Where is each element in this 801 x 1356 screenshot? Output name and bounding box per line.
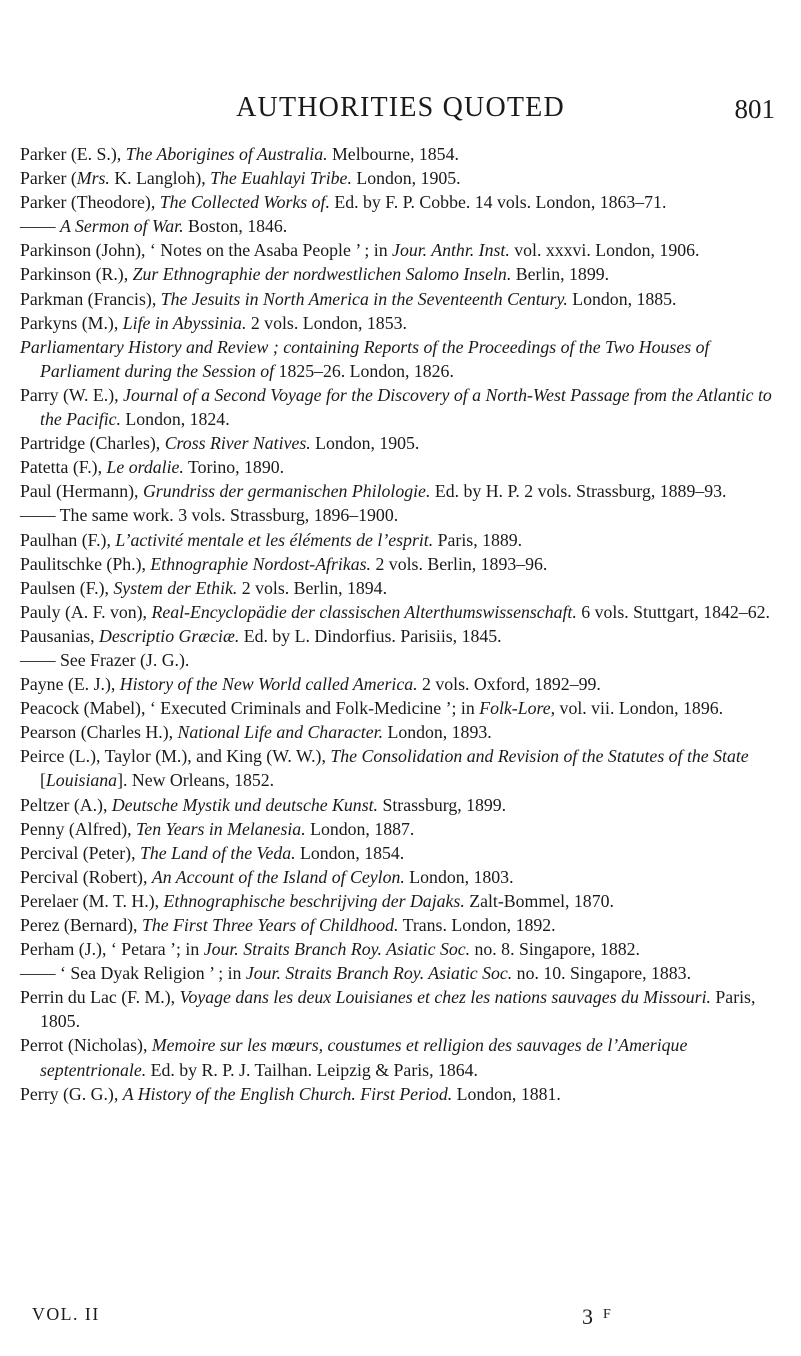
entry-text: Pauly (A. F. von), [20,601,152,622]
bibliography-entry [20,696,772,720]
entry-title-text: Parliamentary History and Review ; containing Reports of the Proceedings of the Two Houses of Parliament during the Session of [20,336,710,381]
page-number: 801 [734,94,775,124]
entry-text: Parkman (Francis), [20,288,161,309]
entry-text: Perry (G. G.), [20,1083,123,1104]
bibliography-entry [20,624,772,648]
signature-mark [582,1304,611,1330]
entry-text: —— See Frazer (J. G.). [20,649,190,670]
bibliography-entry [20,985,772,1033]
signature-number: 3 [582,1304,593,1329]
bibliography-entry [20,335,772,383]
entry-title-text: Cross River Natives. [164,433,311,454]
bibliography-entry [20,937,772,961]
entry-text: K. Langloh), [109,168,211,189]
entry-text: 2 vols. Berlin, 1893–96. [371,553,548,574]
entry-text: Peacock (Mabel), ‘ Executed Criminals and Folk-Medicine ’; in [20,698,480,719]
entry-text: Peirce (L.), Taylor (M.), and King (W. W.), [20,746,331,767]
bibliography-entry [20,1033,772,1081]
entry-title-text: Louisiana [45,770,118,791]
entry-text: vol. xxxvi. London, 1906. [509,240,700,261]
entry-text: 6 vols. Stuttgart, 1842–62. [576,601,770,622]
entry-title-text: The Euahlayi Tribe. [210,168,352,189]
bibliography-entry [20,744,772,792]
bibliography-entry [20,238,772,262]
entry-text: Paulhan (F.), [20,529,116,550]
bibliography-entry [20,841,772,865]
entry-text: Parker (Theodore), [20,192,160,213]
entry-title-text: The Collected Works of. [159,192,330,213]
entry-text: Perelaer (M. T. H.), [20,890,164,911]
entry-title-text: The Jesuits in North America in the Seventeenth Century. [160,288,568,309]
bibliography-entry [20,961,772,985]
entry-text: London, 1885. [567,288,677,309]
entry-text: London, 1887. [305,818,415,839]
entry-text: London, 1881. [452,1083,561,1104]
bibliography-entry [20,431,772,455]
entry-text: Perrin du Lac (F. M.), [20,987,180,1008]
entry-title-text: Grundriss der germanischen Philologie. [142,481,431,502]
entry-text: Strassburg, 1899. [378,794,507,815]
entry-text: —— ‘ Sea Dyak Religion ’ ; in [20,963,246,984]
entry-text: Parker (E. S.), [20,144,126,164]
bibliography-entry [20,720,772,744]
entry-title-text: L’activité mentale et les éléments de l’esprit. [115,529,434,550]
bibliography-entry [20,913,772,937]
entry-text: Perrot (Nicholas), [20,1035,152,1056]
bibliography-entry [20,672,772,696]
entry-text: London, 1803. [404,866,514,887]
entry-text: 2 vols. Berlin, 1894. [237,577,388,598]
entry-text: Ed. by R. P. J. Tailhan. Leipzig & Paris, 1864. [146,1059,478,1080]
entry-text: London, 1824. [120,409,230,430]
entry-text: Torino, 1890. [183,457,285,478]
bibliography-entry [20,528,772,552]
entry-title-text: Le ordalie. [106,457,184,478]
entry-title-text: Ethnographische beschrijving der Dajaks. [163,890,465,911]
entry-text: —— The same work. 3 vols. Strassburg, 1896–1900. [20,505,399,526]
bibliography-entry [20,600,772,624]
entry-text: ]. New Orleans, 1852. [117,770,275,791]
entry-text: Paris, 1805. [40,987,756,1032]
entry-title-text: Real-Encyclopädie der classischen Alterthumswissenschaft. [151,601,577,622]
entry-title-text: History of the New World called America. [119,674,418,695]
bibliography-entry [20,865,772,889]
entry-text: Paris, 1889. [433,529,523,550]
entry-title-text: The First Three Years of Childhood. [141,915,399,935]
page-header [0,92,801,132]
entry-text: no. 10. Singapore, 1883. [512,963,692,984]
entry-text: Peltzer (A.), [20,794,112,815]
entry-text: 2 vols. London, 1853. [246,312,407,333]
bibliography-list [20,142,772,1106]
entry-text: Pausanias, [20,625,100,646]
entry-text: Perham (J.), ‘ Petara ’; in [20,939,204,960]
entry-text: Penny (Alfred), [20,818,137,839]
entry-text: Pearson (Charles H.), [20,722,178,743]
entry-title-text: Jour. Anthr. Inst. [392,240,510,261]
entry-title-text: National Life and Character. [177,722,384,743]
entry-text: Paulitschke (Ph.), [20,553,151,574]
entry-text: Parkinson (R.), [20,264,133,285]
entry-text: Parkinson (John), ‘ Notes on the Asaba People ’ ; in [20,240,393,261]
entry-title-text: Deutsche Mystik und deutsche Kunst. [111,794,379,815]
entry-text: Ed. by H. P. 2 vols. Strassburg, 1889–93. [430,481,727,502]
bibliography-entry [20,455,772,479]
entry-title-text: System der Ethik. [113,577,238,598]
entry-text: Trans. London, 1892. [398,915,556,935]
entry-text: Zalt-Bommel, 1870. [464,890,614,911]
entry-text: 2 vols. Oxford, 1892–99. [417,674,601,695]
entry-text: Percival (Peter), [20,842,140,863]
entry-title-text: The Consolidation and Revision of the Statutes of the State [330,746,749,767]
bibliography-entry [20,190,772,214]
entry-title-text: Zur Ethnographie der nordwestlichen Salomo Inseln. [132,264,512,285]
entry-title-text: An Account of the Island of Ceylon. [151,866,405,887]
entry-text: Ed. by L. Dindorfius. Parisiis, 1845. [239,625,502,646]
entry-text: 1825–26. London, 1826. [274,360,454,381]
entry-text: London, 1905. [351,168,461,189]
entry-text: Melbourne, 1854. [327,144,459,164]
volume-label: VOL. II [32,1304,100,1324]
bibliography-entry [20,648,772,672]
entry-text: vol. vii. London, 1896. [555,698,724,719]
entry-text: Berlin, 1899. [511,264,610,285]
entry-title-text: The Land of the Veda. [139,842,296,863]
bibliography-entry [20,142,772,166]
entry-title-text: Mrs. [76,168,110,189]
bibliography-entry [20,383,772,431]
bibliography-entry [20,889,772,913]
bibliography-entry [20,214,772,238]
running-title: AUTHORITIES QUOTED [236,92,565,123]
entry-title-text: The Aborigines of Australia. [125,144,328,164]
entry-title-text: Descriptio Græciæ. [99,625,240,646]
entry-text: —— [20,216,61,237]
entry-text: no. 8. Singapore, 1882. [470,939,640,960]
bibliography-entry [20,262,772,286]
entry-text: Parkyns (M.), [20,312,123,333]
entry-title-text: A Sermon of War. [60,216,184,237]
bibliography-entry [20,166,772,190]
page-footer [20,1304,772,1334]
entry-text: Ed. by F. P. Cobbe. 14 vols. London, 1863–71. [329,192,667,213]
entry-title-text: Jour. Straits Branch Roy. Asiatic Soc. [245,963,513,984]
entry-text: Boston, 1846. [183,216,288,237]
bibliography-entry [20,479,772,503]
entry-text: [ [40,770,46,791]
bibliography-entry [20,793,772,817]
entry-title-text: Jour. Straits Branch Roy. Asiatic Soc. [203,939,471,960]
entry-text: London, 1854. [295,842,405,863]
bibliography-entry [20,503,772,527]
entry-text: Payne (E. J.), [20,674,120,695]
bibliography-entry [20,1082,772,1106]
entry-title-text: Memoire sur les mœurs, coustumes et relligion des sauvages de l’Amerique septentrionale. [40,1035,688,1080]
entry-title-text: Journal of a Second Voyage for the Discovery of a North-West Passage from the Atlantic to the Pacific. [40,384,772,430]
entry-text: Partridge (Charles), [20,433,165,454]
entry-title-text: Ten Years in Melanesia. [136,818,306,839]
entry-text: London, 1905. [310,433,420,454]
bibliography-entry [20,552,772,576]
entry-text: Paulsen (F.), [20,577,114,598]
bibliography-entry [20,576,772,600]
entry-text: Percival (Robert), [20,866,152,887]
bibliography-entry [20,287,772,311]
entry-text: Parry (W. E.), [20,384,124,405]
signature-letter: F [603,1307,611,1322]
entry-title-text: Ethnographie Nordost-Afrikas. [150,553,372,574]
bibliography-entry [20,311,772,335]
entry-text: Perez (Bernard), [20,915,142,935]
entry-text: Paul (Hermann), [20,481,143,502]
bibliography-entry [20,817,772,841]
entry-title-text: Life in Abyssinia. [122,312,247,333]
entry-text: Parker ( [20,168,77,189]
entry-title-text: Voyage dans les deux Louisianes et chez les nations sauvages du Missouri. [179,987,711,1008]
entry-text: London, 1893. [383,722,492,743]
entry-text: Patetta (F.), [20,457,107,478]
entry-title-text: A History of the English Church. First Period. [122,1083,453,1104]
entry-title-text: Folk-Lore, [479,698,556,719]
